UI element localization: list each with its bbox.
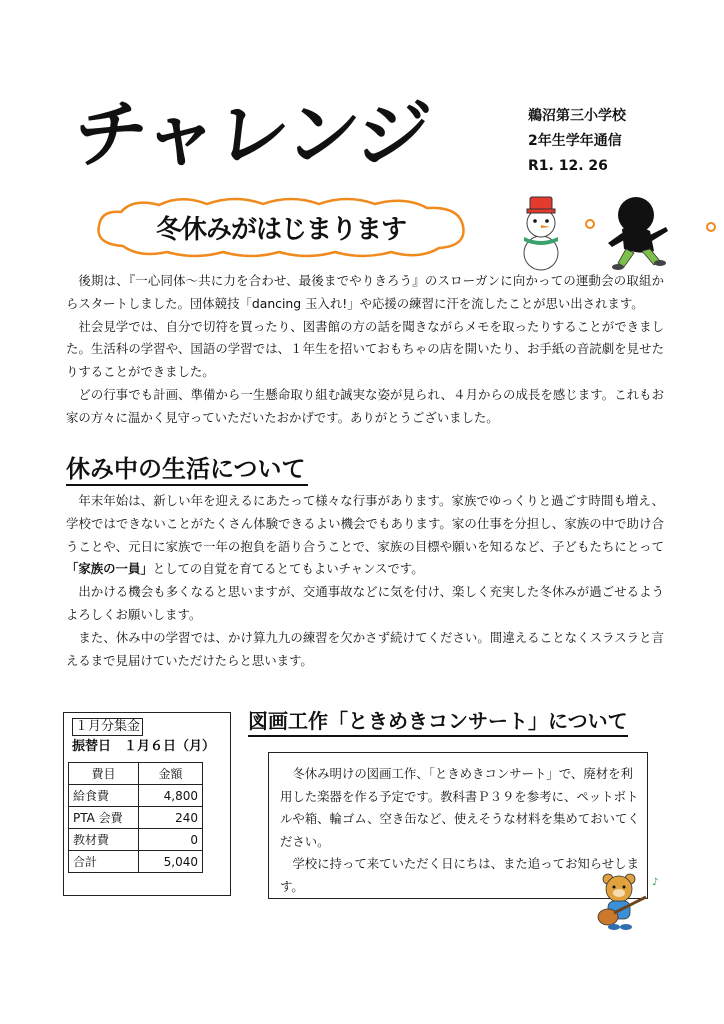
svg-text:♪: ♪ xyxy=(652,877,659,888)
fee-table xyxy=(68,762,203,873)
fee-amount: 240 xyxy=(139,807,203,829)
life-paragraph: 出かける機会も多くなると思いますが、交通事故などに気を付け、楽しく充実した冬休みが過ごせるようよろしくお願いします。 xyxy=(66,584,664,622)
life-paragraph xyxy=(66,490,664,581)
fee-item: 教材費 xyxy=(69,829,139,851)
column-header: 金額 xyxy=(139,763,203,785)
column-header: 費目 xyxy=(69,763,139,785)
school-name: 鵜沼第三小学校 xyxy=(528,108,626,124)
school-info xyxy=(528,104,626,179)
art-heading: 図画工作「ときめきコンサート」について xyxy=(248,708,628,737)
table-header-row xyxy=(69,763,203,785)
fee-item: 合計 xyxy=(69,851,139,873)
table-row xyxy=(69,807,203,829)
table-row xyxy=(69,785,203,807)
life-text: 年末年始は、新しい年を迎えるにあたって様々な行事があります。家族でゆっくりと過ごす時間も増え、学校ではできないことがたくさん体験できるよい機会でもあります。家の仕事を分担し、家族の中で助け合うことや、元日に家族で一年の抱負を語り合うことで、家族の目標や願いを知るなど、子どもたちにとって xyxy=(66,493,664,554)
table-row xyxy=(69,829,203,851)
art-paragraph: 学校に持って来ていただく日にちは、また追ってお知らせします。 xyxy=(280,856,639,894)
fee-amount: 4,800 xyxy=(139,785,203,807)
intro-paragraph: 社会見学では、自分で切符を買ったり、図書館の方の話を聞きながらメモを取ったりすることができました。生活科の学習や、国語の学習では、１年生を招いておもちゃの店を開いたり、お手紙の音読劇を見せたりすることができました。 xyxy=(66,318,664,380)
life-text: としての自覚を育てるとてもよいチャンスです。 xyxy=(152,561,424,577)
issue-date: R1. 12. 26 xyxy=(528,158,608,174)
art-paragraph: 冬休み明けの図画工作、「ときめきコンサート」で、廃材を利用した楽器を作る予定です。教科書Ｐ３９を参考に、ペットボトルや箱、輪ゴム、空き缶など、使えそうな材料を集めておいてください。 xyxy=(280,766,640,849)
fee-amount: 0 xyxy=(139,829,203,851)
intro-section xyxy=(66,270,664,430)
fee-item: PTA 会費 xyxy=(69,807,139,829)
intro-paragraph: 後期は、『一心同体～共に力を合わせ、最後までやりきろう』のスローガンに向かっての運動会の取組からスタートしました。団体競技「dancing 玉入れ!」や応援の練習に汗を流したことが思い出されます。 xyxy=(66,273,664,311)
family-member-emphasis: 「家族の一員」 xyxy=(66,561,153,577)
orange-dot-icon xyxy=(584,218,596,230)
banner-text: 冬休みがはじまります xyxy=(155,214,406,245)
art-section xyxy=(280,763,640,899)
running-child-silhouette-icon xyxy=(600,193,672,275)
snowman-icon xyxy=(512,193,570,271)
bear-guitar-icon xyxy=(594,871,664,933)
newsletter-name: 2年生学年通信 xyxy=(528,133,622,149)
life-paragraph: また、休み中の学習では、かけ算九九の練習を欠かさず続けてください。間違えることなくスラスラと言えるまで見届けていただけたらと思います。 xyxy=(66,629,664,668)
newsletter-title: チャレンジ xyxy=(69,92,433,178)
orange-dot-icon xyxy=(705,221,717,233)
life-heading: 休み中の生活について xyxy=(66,454,308,486)
fee-item: 給食費 xyxy=(69,785,139,807)
intro-paragraph: どの行事でも計画、準備から一生懸命取り組む誠実な姿が見られ、４月からの成長を感じます。これもお家の方々に温かく見守っていただいたおかげです。ありがとうございました。 xyxy=(66,386,664,425)
transfer-date: 振替日 １月６日（月） xyxy=(72,739,216,754)
fee-amount: 5,040 xyxy=(139,851,203,873)
table-row xyxy=(69,851,203,873)
collection-label: １月分集金 xyxy=(72,718,143,736)
life-section xyxy=(66,490,664,672)
